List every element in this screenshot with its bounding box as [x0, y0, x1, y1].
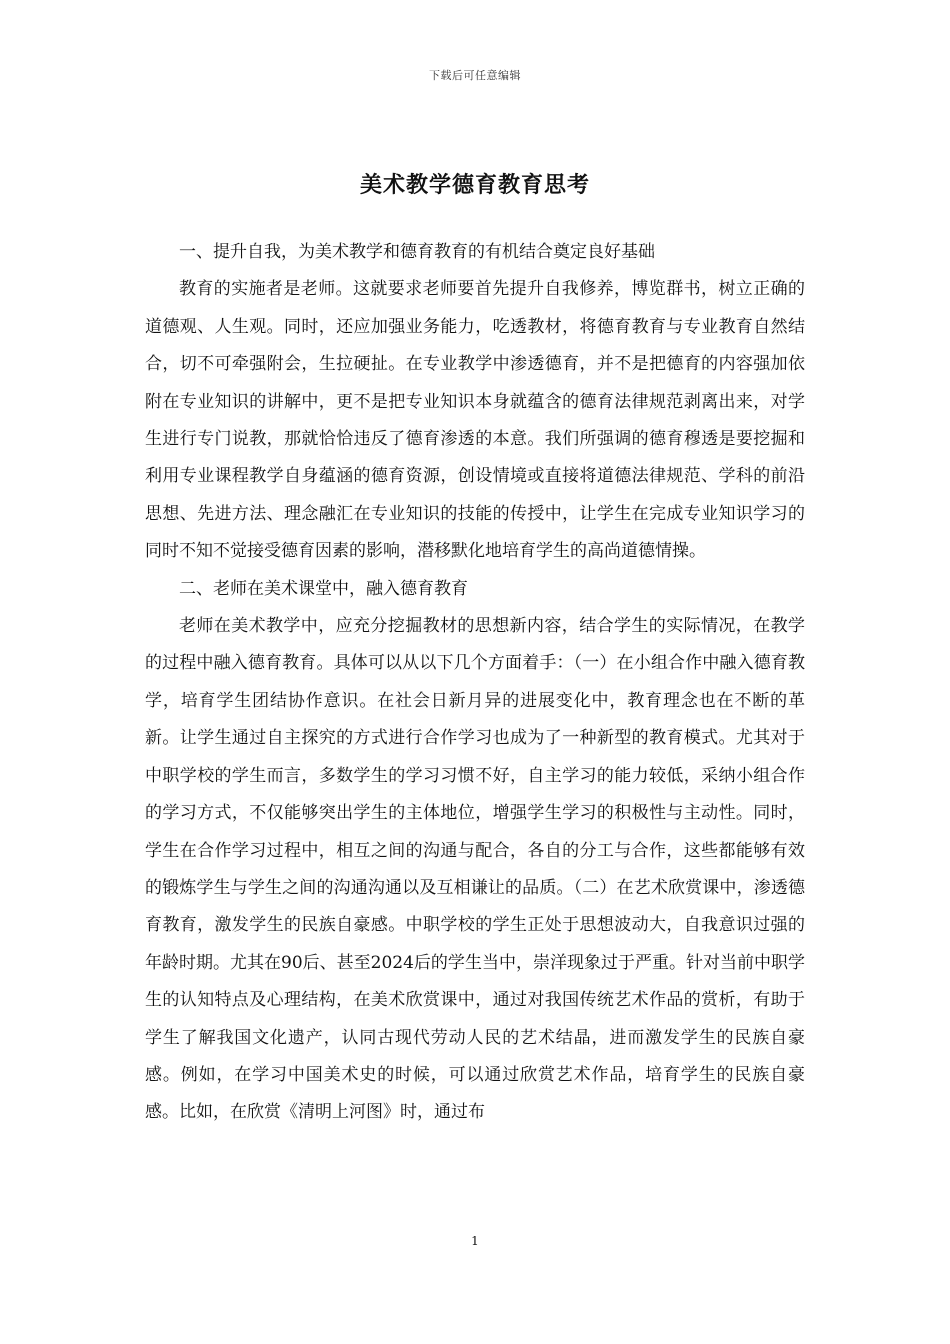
section-heading-2: 二、老师在美术课堂中，融入德育教育 [179, 578, 468, 599]
page-number: 1 [471, 1234, 479, 1248]
header-note: 下载后可任意编辑 [429, 69, 521, 82]
document-title: 美术教学德育教育思考 [359, 171, 590, 198]
section-heading-1: 一、提升自我，为美术教学和德育教育的有机结合奠定良好基础 [179, 242, 655, 262]
paragraph-1: 教育的实施者是老师。这就要求老师要首先提升自我修养，博览群书，树立正确的道德观、人生观。同时，还应加强业务能力，吃透教材，将德育教育与专业教育自然结合，切不可牵强附会，生拉硬扯。在专业教学中渗透德育，并不是把德育的内容强加依附在专业知识的讲解中，更不是把专业知识本身就蕴含的德育法律规范剥离出来，对学生进行专门说教，那就恰恰违反了德育渗透的本意。我们所强调的德育穆透是要挖掘和利用专业课程教学自身蕴涵的德育资源，创设情境或直接将道德法律规范、学科的前沿思想、先进方法、理念融汇在专业知识的技能的传授中，让学生在完成专业知识学习的同时不知不觉接受德育因素的影响，潜移默化地培育学生的高尚道德情操。 [145, 279, 805, 562]
paragraph-2: 老师在美术教学中，应充分挖掘教材的思想新内容，结合学生的实际情况，在教学的过程中融入德育教育。具体可以从以下几个方面着手：（一）在小组合作中融入德育教学，培育学生团结协作意识。在社会日新月异的进展变化中，教育理念也在不断的革新。让学生通过自主探究的方式进行合作学习也成为了一种新型的教育模式。尤其对于中职学校的学生而言，多数学生的学习习惯不好，自主学习的能力较低，采纳小组合作的学习方式，不仅能够突出学生的主体地位，增强学生学习的积极性与主动性。同时，学生在合作学习过程中，相互之间的沟通与配合，各自的分工与合作，这些都能够有效的锻炼学生与学生之间的沟通沟通以及互相谦让的品质。（二）在艺术欣赏课中，渗透德育教育，激发学生的民族自豪感。中职学校的学生正处于思想波动大，自我意识过强的年龄时期。尤其在90后、甚至2024后的学生当中，崇洋现象过于严重。针对当前中职学生的认知特点及心理结构，在美术欣赏课中，通过对我国传统艺术作品的赏析，有助于学生了解我国文化遗产，认同古现代劳动人民的艺术结晶，进而激发学生的民族自豪感。例如，在学习中国美术史的时候，可以通过欣赏艺术作品，培育学生的民族自豪感。比如，在欣赏《清明上河图》时，通过布 [145, 616, 805, 1123]
document-body [145, 234, 805, 1132]
